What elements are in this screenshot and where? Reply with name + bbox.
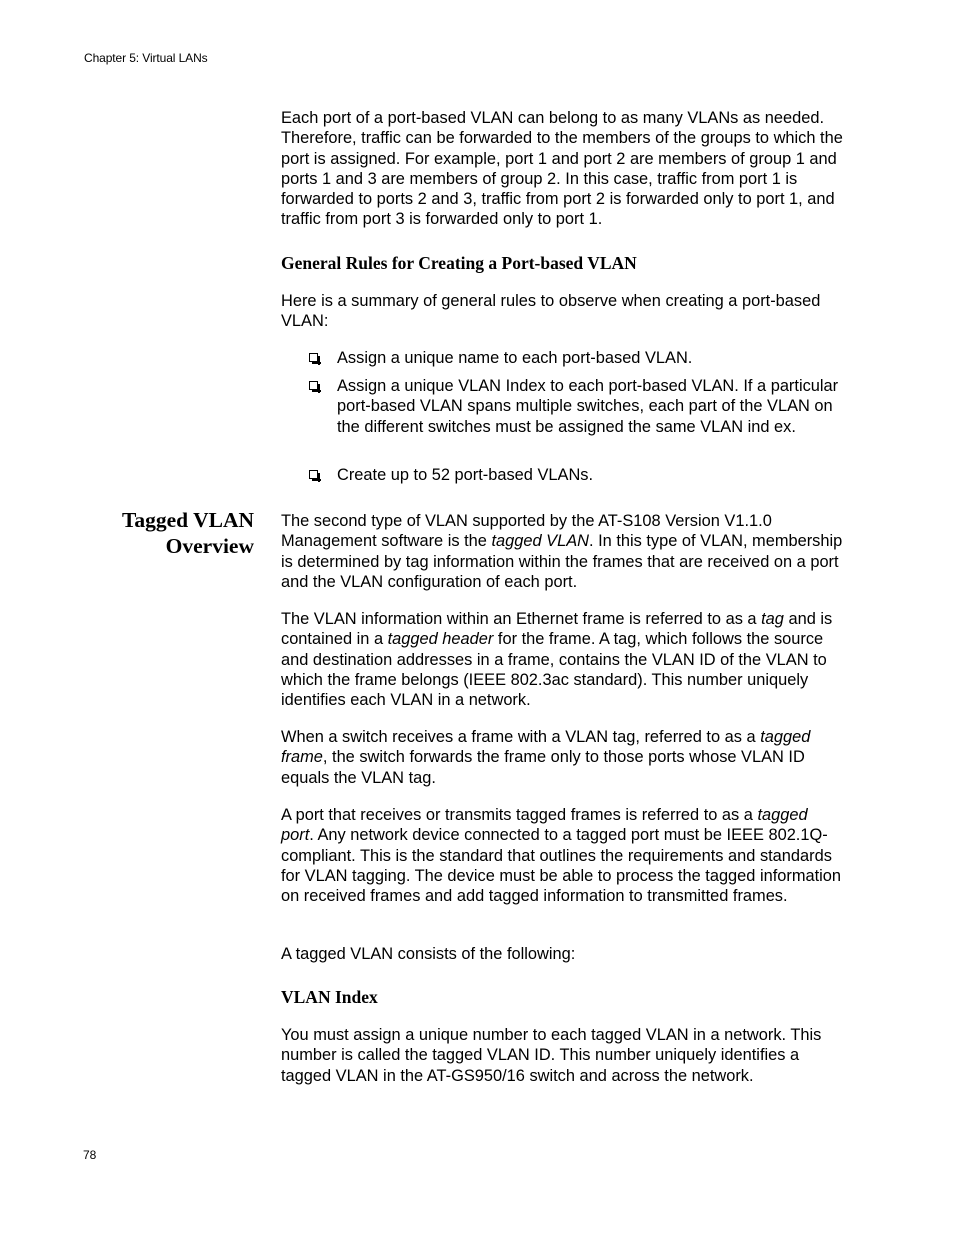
page-number: 78 bbox=[83, 1148, 97, 1162]
general-rules-intro: Here is a summary of general rules to observe when creating a port-based VLAN: bbox=[281, 292, 821, 331]
section-title-line2: Overview bbox=[165, 534, 254, 558]
section-title bbox=[122, 507, 254, 559]
list-item-text: Assign a unique name to each port-based VLAN. bbox=[337, 349, 693, 367]
italic-term: tagged port bbox=[281, 806, 808, 845]
tagged-vlan-paragraph-4 bbox=[281, 805, 843, 906]
text-run: When a switch receives a frame with a VLAN tag, referred to as a bbox=[281, 728, 761, 746]
tagged-vlan-paragraph-1 bbox=[281, 511, 843, 592]
text-run: A port that receives or transmits tagged frames is referred to as a bbox=[281, 806, 758, 824]
tagged-vlan-paragraph-2 bbox=[281, 609, 843, 710]
text-run: The VLAN information within an Ethernet frame is referred to as a bbox=[281, 610, 762, 628]
italic-term: tagged VLAN bbox=[491, 532, 589, 551]
list-item-text: Assign a unique VLAN Index to each port-based VLAN. If a particular port-based VLAN spans multiple switches, each part of the VLAN on the different switches must be assigned the same VLAN ind ex. bbox=[337, 377, 839, 436]
tagged-vlan-paragraph-5: A tagged VLAN consists of the following: bbox=[281, 945, 576, 963]
text-run: . In this type of VLAN, membership is determined by tag information within the frames that are received on a port and the VLAN configuration of each port. bbox=[281, 532, 843, 591]
general-rules-heading: General Rules for Creating a Port-based VLAN bbox=[281, 253, 637, 273]
text-run: , the switch forwards the frame only to those ports whose VLAN ID equals the VLAN tag. bbox=[281, 748, 805, 787]
text-run: . Any network device connected to a tagged port must be IEEE 802.1Q-compliant. This is the standard that outlines the requirements and standards for VLAN tagging. The device must be able to process the tagged information on received frames and add tagged information to transmitted frames. bbox=[281, 826, 842, 906]
running-header: Chapter 5: Virtual LANs bbox=[84, 51, 208, 65]
section-title-line1: Tagged VLAN bbox=[121, 508, 254, 532]
checkbox-bullet-icon bbox=[309, 381, 318, 390]
list-item-text: Create up to 52 port-based VLANs. bbox=[337, 466, 594, 484]
vlan-index-heading: VLAN Index bbox=[281, 987, 378, 1007]
intro-paragraph: Each port of a port-based VLAN can belong to as many VLANs as needed. Therefore, traffic can be forwarded to the members of the groups to which the port is assigned. For example, port 1 and port 2 are members of group 1 and ports 1 and 3 are members of group 2. In this case, traffic from port 1 is forwarded to ports 2 and 3, traffic from port 2 is forwarded only to port 1, and traffic from port 3 is forwarded only to port 1. bbox=[281, 109, 843, 229]
italic-term: tagged frame bbox=[281, 728, 811, 767]
text-run: for the frame. A tag, which follows the source and destination addresses in a frame, contains the VLAN ID of the VLAN to which the frame belongs (IEEE 802.3ac standard). This number uniquely identifies each VLAN in a network. bbox=[281, 630, 827, 710]
italic-term: tagged header bbox=[387, 630, 494, 649]
checkbox-bullet-icon bbox=[309, 353, 318, 362]
text-run: The second type of VLAN supported by the AT-S108 Version V1.1.0 Management software is the bbox=[281, 512, 772, 551]
italic-term: tag bbox=[761, 610, 784, 628]
text-run: and is contained in a bbox=[281, 610, 833, 649]
vlan-index-paragraph: You must assign a unique number to each tagged VLAN in a network. This number is called the tagged VLAN ID. This number uniquely identifies a tagged VLAN in the AT-GS950/16 switch and across the network. bbox=[281, 1026, 822, 1085]
tagged-vlan-paragraph-3 bbox=[281, 727, 843, 788]
checkbox-bullet-icon bbox=[309, 470, 318, 479]
